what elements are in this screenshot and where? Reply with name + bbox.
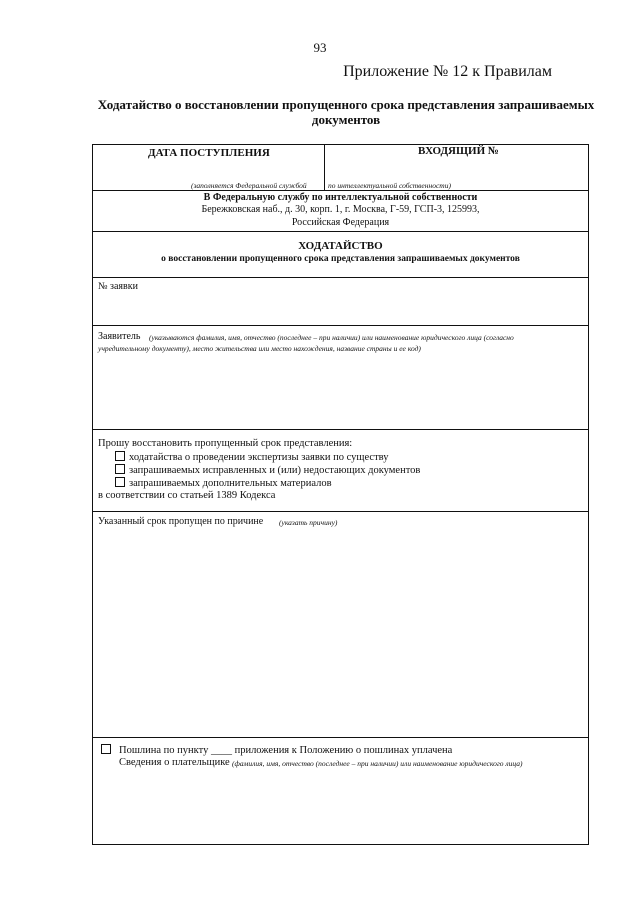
date-received-label: ДАТА ПОСТУПЛЕНИЯ [148, 147, 270, 159]
addressee-address-line1: Бережковская наб., д. 30, корп. 1, г. Москва, Г-59, ГСП-3, 125993, [201, 204, 480, 215]
divider [93, 190, 588, 191]
reason-label: Указанный срок пропущен по причине [98, 516, 264, 527]
checkbox[interactable] [115, 464, 125, 474]
option-corrected-documents[interactable] [115, 464, 420, 476]
fee-paid-checkbox[interactable] [101, 744, 111, 754]
option-label: ходатайства о проведении экспертизы заявки по существу [129, 452, 389, 463]
payer-note: (фамилия, имя, отчество (последнее – при наличии) или наименование юридического лица) [232, 759, 523, 768]
applicant-note-line1: (указываются фамилия, имя, отчество (последнее – при наличии) или наименование юридического лица (согласно [149, 333, 514, 342]
filled-by-note-left: (заполняется Федеральной службой [191, 181, 307, 190]
addressee-title: В Федеральную службу по интеллектуальной собственности [203, 192, 478, 203]
option-label: запрашиваемых дополнительных материалов [129, 478, 332, 489]
divider [93, 511, 588, 512]
divider [93, 737, 588, 738]
option-label: запрашиваемых исправленных и (или) недостающих документов [129, 465, 421, 476]
appendix-label: Приложение № 12 к Правилам [343, 63, 552, 80]
header-divider [324, 145, 325, 190]
divider [93, 429, 588, 430]
divider [93, 325, 588, 326]
applicant-label: Заявитель [98, 331, 141, 342]
petition-form [92, 144, 589, 845]
application-number-label: № заявки [98, 281, 138, 292]
fee-line: Пошлина по пункту ____ приложения к Положению о пошлинах уплачена [119, 745, 453, 756]
option-additional-materials[interactable] [115, 477, 332, 489]
checkbox[interactable] [115, 451, 125, 461]
payer-label: Сведения о плательщике [119, 757, 230, 768]
reason-note: (указать причину) [279, 518, 338, 527]
incoming-number-label: ВХОДЯЩИЙ № [418, 145, 499, 157]
checkbox[interactable] [115, 477, 125, 487]
divider [93, 231, 588, 232]
petition-heading: ХОДАТАЙСТВО [298, 240, 383, 252]
applicant-note-line2: учредительному документу), место жительства или место нахождения, название страны и ее код) [98, 344, 421, 353]
request-intro: Прошу восстановить пропущенный срок представления: [98, 438, 353, 449]
divider [93, 277, 588, 278]
document-title: Ходатайство о восстановлении пропущенного срока представления запрашиваемых документов [97, 97, 595, 127]
addressee-address-line2: Российская Федерация [291, 217, 390, 228]
petition-subheading: о восстановлении пропущенного срока представления запрашиваемых документов [161, 254, 520, 264]
page-number: 93 [313, 40, 327, 55]
fee-paid-row[interactable] [101, 744, 452, 756]
filled-by-note-right: по интеллектуальной собственности) [328, 181, 451, 190]
request-basis: в соответствии со статьей 1389 Кодекса [98, 490, 276, 501]
option-examination-request[interactable] [115, 451, 389, 463]
